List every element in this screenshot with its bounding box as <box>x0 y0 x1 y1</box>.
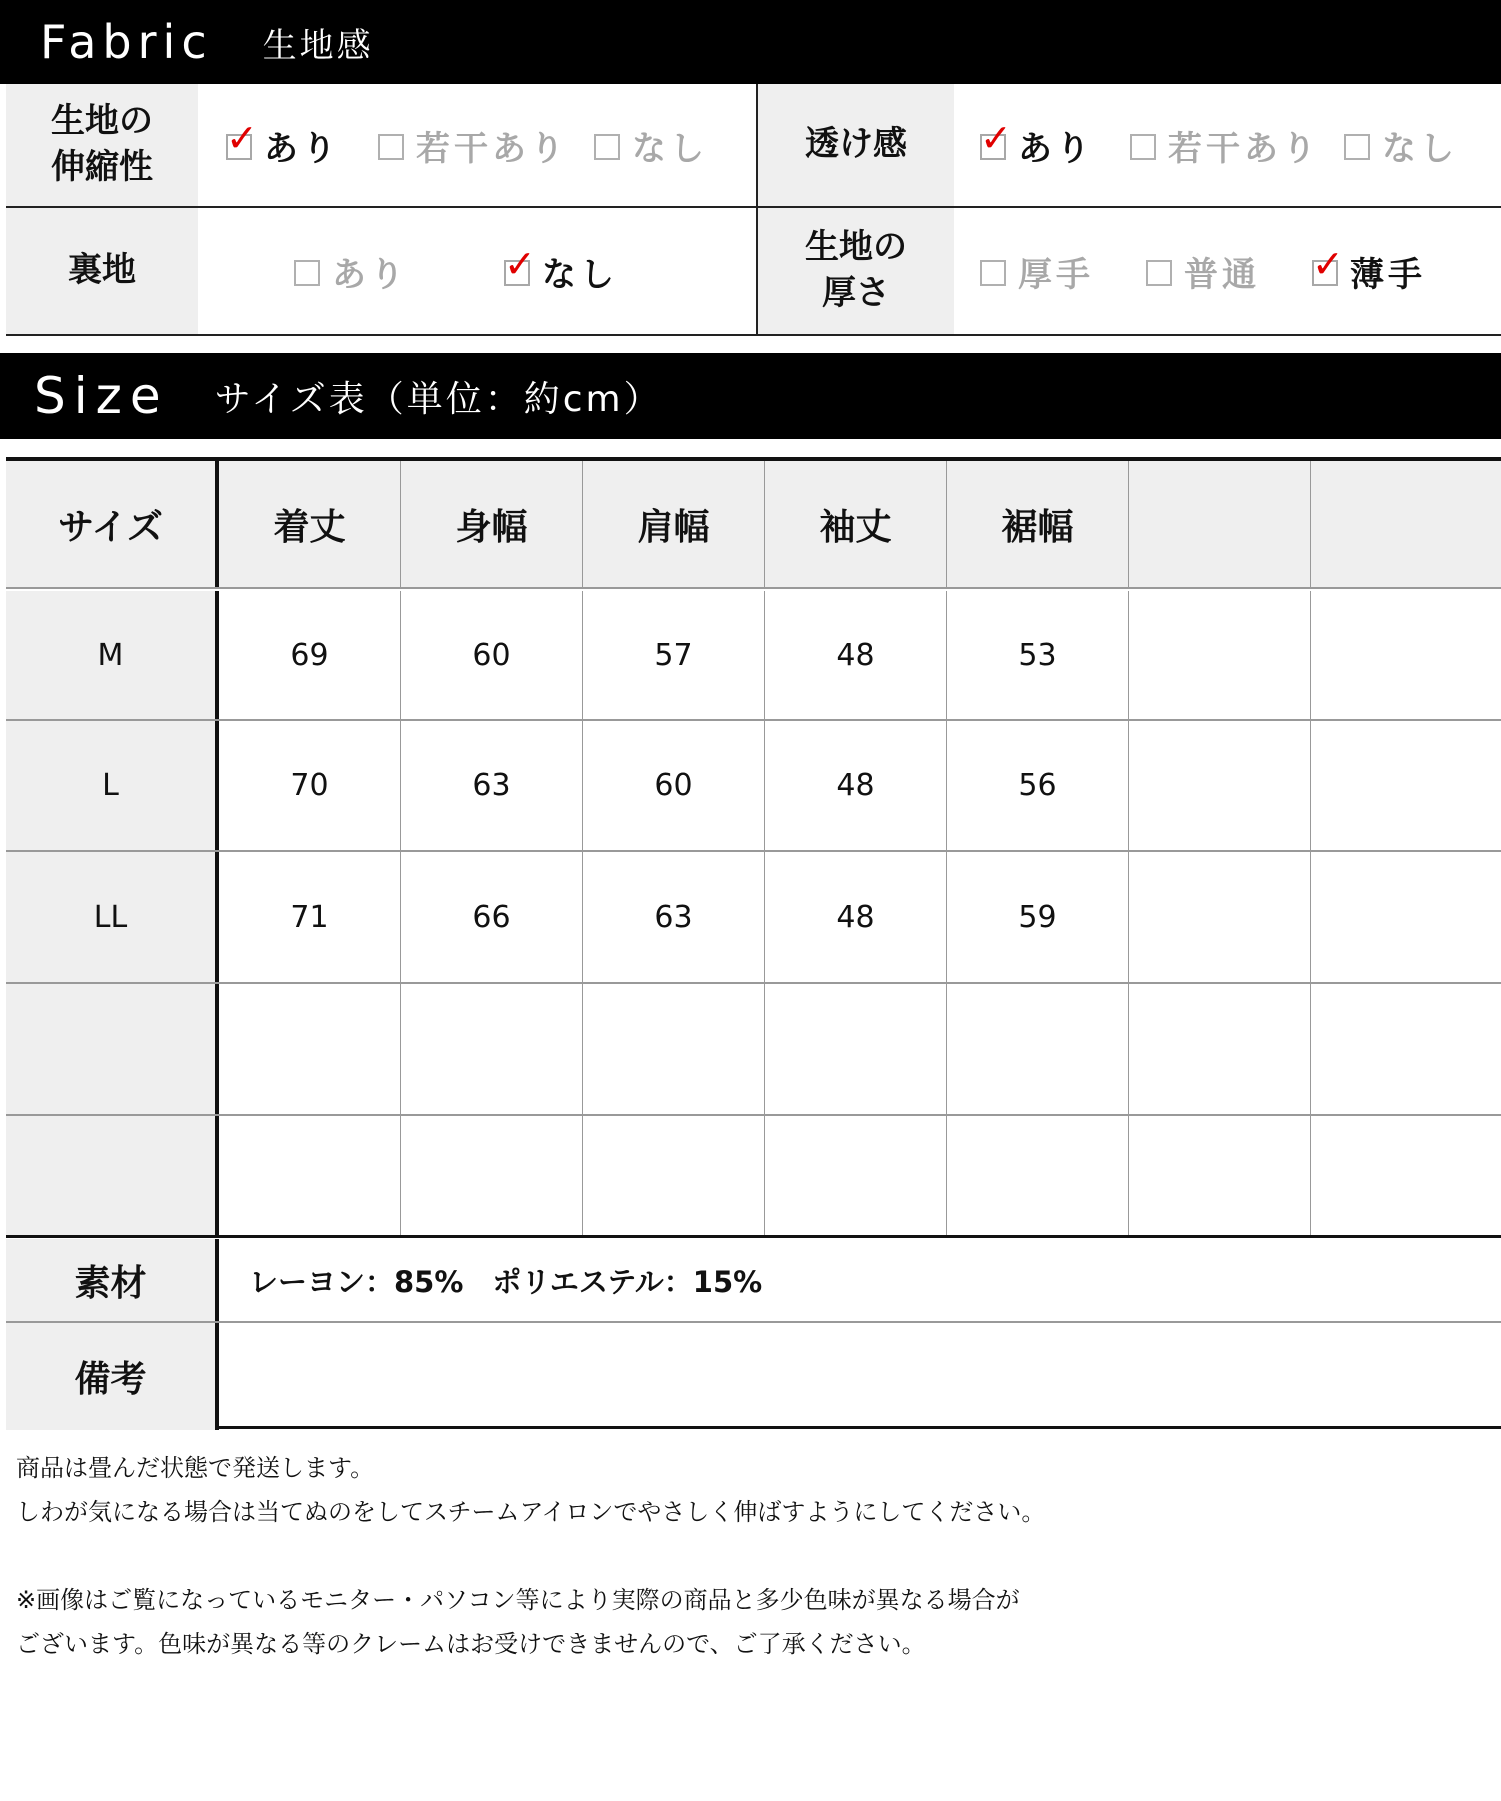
option-label: なし <box>632 128 708 169</box>
header-cell-shoulder: 肩幅 <box>583 461 765 587</box>
table-row <box>6 1116 1501 1238</box>
note-line-claims: ございます。色味が異なる等のクレームはお受けできませんので、ご了承ください。 <box>16 1630 926 1658</box>
header-cell-empty <box>1129 461 1311 587</box>
table-cell: 69 <box>219 591 401 719</box>
size-table <box>6 457 1501 1429</box>
table-cell: 66 <box>401 852 583 982</box>
checkmark-icon: ✓ <box>980 116 1016 160</box>
table-row <box>6 721 1501 852</box>
table-cell: 59 <box>947 852 1129 982</box>
table-cell: 60 <box>583 721 765 850</box>
remarks-label: 備考 <box>6 1323 219 1430</box>
checkbox-icon <box>378 134 404 160</box>
option-stretch-yes <box>226 116 340 170</box>
option-transparency-none <box>1344 121 1458 170</box>
option-label: あり <box>264 128 340 169</box>
header-cell-length: 着丈 <box>219 461 401 587</box>
size-title-en: Size <box>34 367 169 425</box>
table-cell: 71 <box>219 852 401 982</box>
table-cell <box>765 1116 947 1235</box>
table-cell: 70 <box>219 721 401 850</box>
table-cell <box>1311 1116 1501 1235</box>
fabric-grid <box>6 84 1501 336</box>
fabric-label-thickness-line1: 生地の <box>805 227 907 268</box>
option-label: 厚手 <box>1018 254 1094 295</box>
option-stretch-none <box>594 121 708 170</box>
fabric-options-thickness <box>954 208 1501 334</box>
checkbox-icon <box>1130 134 1156 160</box>
option-lining-yes <box>294 247 408 296</box>
table-cell <box>219 1116 401 1235</box>
table-cell <box>583 1116 765 1235</box>
table-cell <box>1129 984 1311 1114</box>
table-cell: 48 <box>765 591 947 719</box>
note-line-ironing: しわが気になる場合は当てぬのをしてスチームアイロンでやさしく伸ばすようにしてください。 <box>16 1498 1046 1526</box>
size-label-cell: M <box>6 591 219 719</box>
checkbox-icon <box>294 260 320 286</box>
checkbox-icon <box>980 260 1006 286</box>
option-label: 普通 <box>1184 254 1260 295</box>
table-cell <box>947 1116 1129 1235</box>
table-cell <box>1311 721 1501 850</box>
checkmark-icon: ✓ <box>226 116 262 160</box>
checkbox-icon <box>1312 242 1348 286</box>
fabric-row-stretch-transparency <box>6 84 1501 208</box>
table-cell <box>1129 852 1311 982</box>
fabric-label-thickness <box>758 208 954 334</box>
table-cell: 57 <box>583 591 765 719</box>
table-cell <box>401 1116 583 1235</box>
option-thickness-thick <box>980 247 1094 296</box>
option-label: あり <box>1018 128 1094 169</box>
header-cell-width: 身幅 <box>401 461 583 587</box>
fabric-label-stretch-line2: 伸縮性 <box>51 147 153 187</box>
fabric-options-lining <box>198 208 758 334</box>
notes <box>16 1446 1486 1666</box>
note-line-color-disclaimer: ※画像はご覧になっているモニター・パソコン等により実際の商品と多少色味が異なる場合が <box>16 1586 1020 1614</box>
table-cell: 53 <box>947 591 1129 719</box>
table-cell <box>1311 984 1501 1114</box>
size-label-cell <box>6 1116 219 1235</box>
fabric-label-thickness-line2: 厚さ <box>822 273 890 313</box>
size-title-jp: サイズ表（単位：約cm） <box>214 378 663 420</box>
table-cell: 63 <box>583 852 765 982</box>
option-label: 若干あり <box>1168 128 1320 169</box>
table-row <box>6 984 1501 1116</box>
table-cell: 63 <box>401 721 583 850</box>
table-cell <box>947 984 1129 1114</box>
table-cell <box>765 984 947 1114</box>
remarks-value <box>219 1323 1501 1430</box>
material-label: 素材 <box>6 1239 219 1321</box>
fabric-options-stretch <box>198 84 758 206</box>
table-cell: 48 <box>765 721 947 850</box>
table-cell <box>219 984 401 1114</box>
option-thickness-normal <box>1146 247 1260 296</box>
checkbox-icon <box>594 134 620 160</box>
material-value: レーヨン：85% ポリエステル：15% <box>249 1264 763 1299</box>
option-label: なし <box>1382 128 1458 169</box>
option-label: 若干あり <box>416 128 568 169</box>
option-lining-no <box>504 242 618 296</box>
size-label-cell <box>6 984 219 1114</box>
checkmark-icon: ✓ <box>504 242 540 286</box>
option-label: あり <box>332 254 408 295</box>
fabric-title-en: Fabric <box>40 15 213 69</box>
table-cell <box>583 984 765 1114</box>
table-row <box>6 852 1501 984</box>
fabric-label-lining-line1: 裏地 <box>68 250 136 291</box>
table-cell <box>1129 591 1311 719</box>
fabric-label-transparency-line1: 透け感 <box>805 124 907 165</box>
checkbox-icon <box>1344 134 1370 160</box>
table-cell <box>1129 1116 1311 1235</box>
header-cell-size: サイズ <box>6 461 219 587</box>
table-cell: 56 <box>947 721 1129 850</box>
fabric-label-transparency <box>758 84 954 206</box>
fabric-label-stretch <box>6 84 198 206</box>
fabric-title-jp: 生地感 <box>262 25 374 66</box>
option-transparency-yes <box>980 116 1094 170</box>
header-cell-hem: 裾幅 <box>947 461 1129 587</box>
table-cell: 48 <box>765 852 947 982</box>
fabric-options-transparency <box>954 84 1501 206</box>
remarks-row <box>6 1323 1501 1430</box>
table-cell <box>1129 721 1311 850</box>
fabric-label-stretch-line1: 生地の <box>51 101 153 142</box>
option-label: なし <box>542 254 618 295</box>
header-cell-empty <box>1311 461 1501 587</box>
size-label-cell: L <box>6 721 219 850</box>
table-cell <box>1311 591 1501 719</box>
table-cell: 60 <box>401 591 583 719</box>
fabric-section-header <box>0 0 1501 84</box>
option-transparency-slight <box>1130 121 1320 170</box>
fabric-label-lining <box>6 208 198 334</box>
option-thickness-thin <box>1312 242 1426 296</box>
option-stretch-slight <box>378 121 568 170</box>
size-section-header <box>0 353 1501 439</box>
fabric-row-lining-thickness <box>6 208 1501 334</box>
option-label: 薄手 <box>1350 254 1426 295</box>
table-row <box>6 591 1501 721</box>
table-cell <box>401 984 583 1114</box>
checkbox-icon <box>1146 260 1172 286</box>
checkmark-icon: ✓ <box>1312 242 1348 286</box>
table-cell <box>1311 852 1501 982</box>
material-row <box>6 1239 1501 1323</box>
checkbox-icon <box>980 116 1016 160</box>
header-cell-sleeve: 袖丈 <box>765 461 947 587</box>
table-header-row <box>6 461 1501 589</box>
checkbox-icon <box>504 242 540 286</box>
checkbox-icon <box>226 116 262 160</box>
note-line-shipping: 商品は畳んだ状態で発送します。 <box>16 1454 375 1482</box>
size-label-cell: LL <box>6 852 219 982</box>
